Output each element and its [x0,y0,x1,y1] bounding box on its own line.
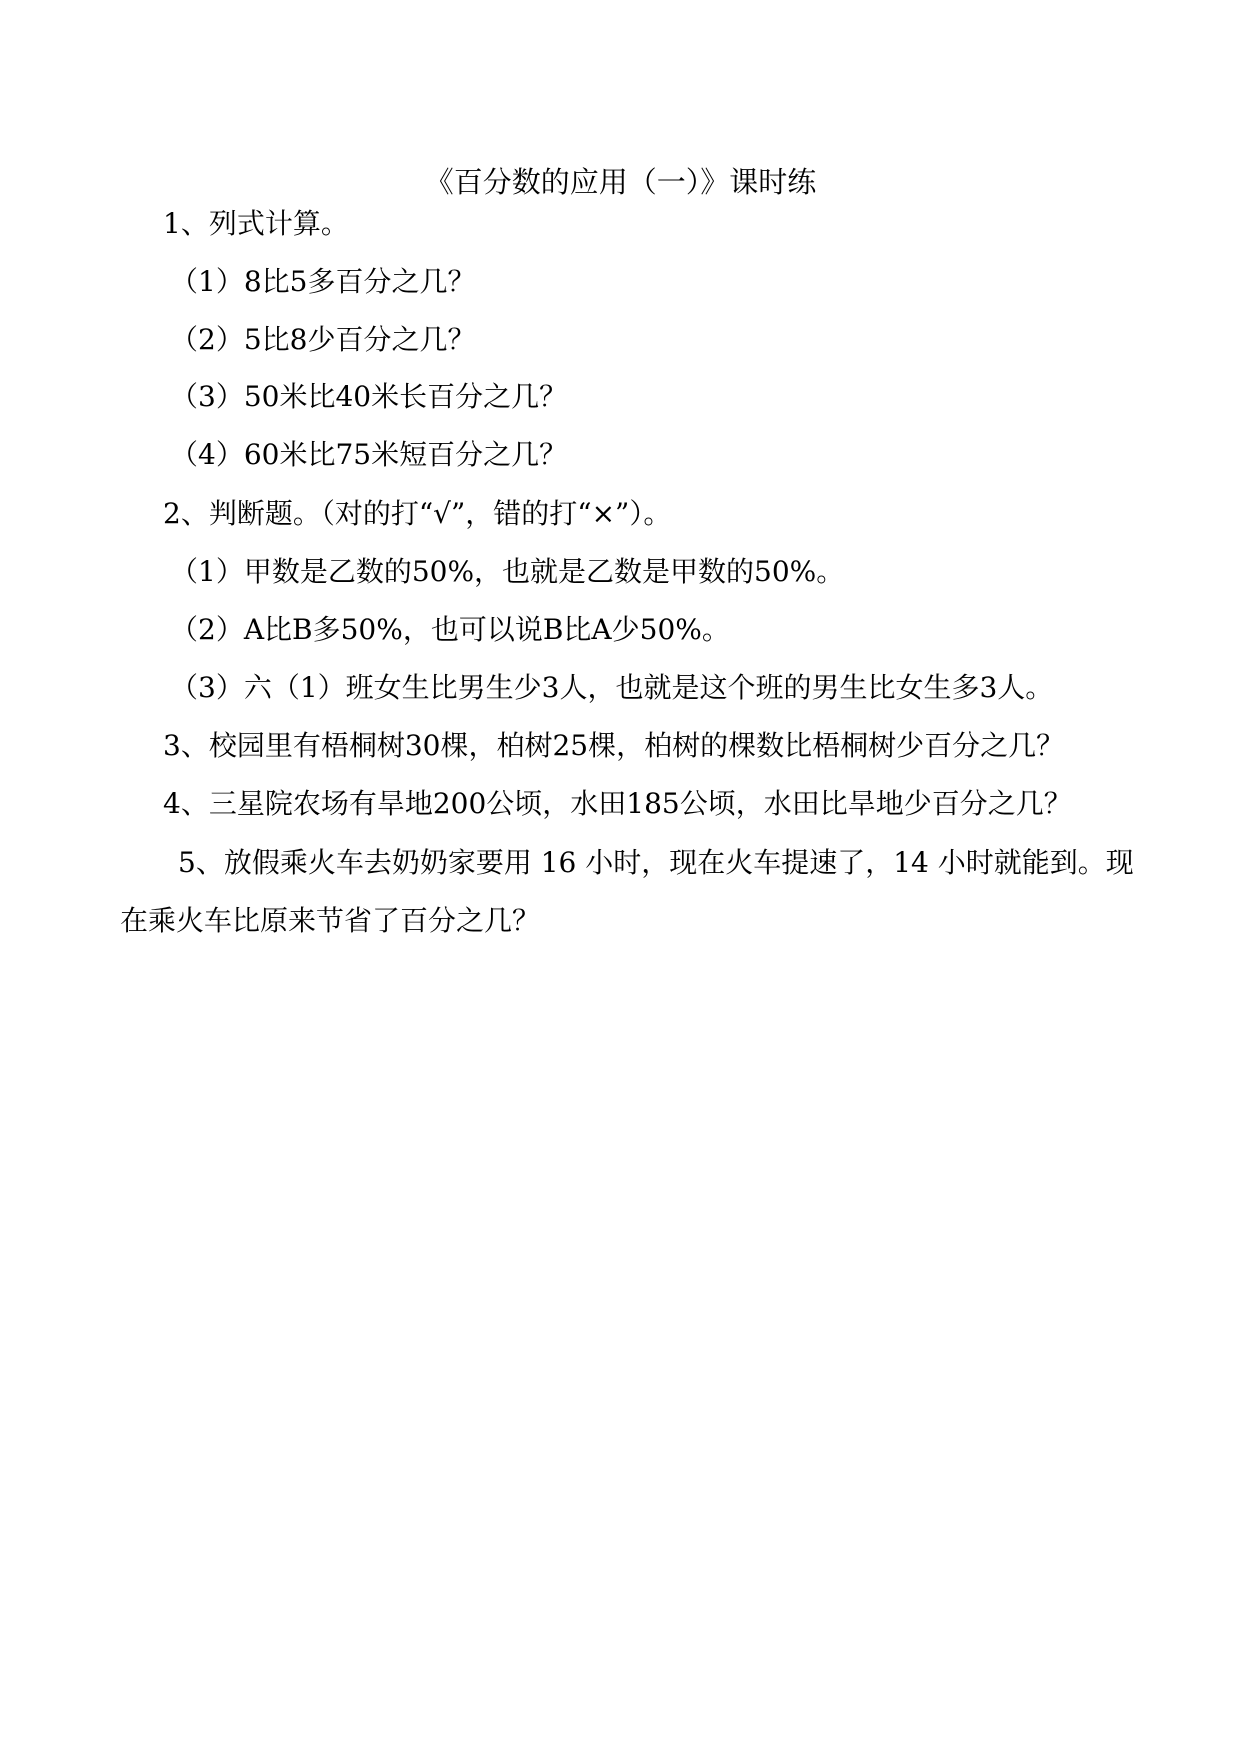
question-4: 4、三星院农场有旱地200公顷，水田185公顷，水田比旱地少百分之几？ [163,787,1072,820]
question-5-line-1: 5、放假乘火车去奶奶家要用 16 小时，现在火车提速了，14 小时就能到。现 [178,846,1134,879]
question-1-item-4: （4）60米比75米短百分之几？ [170,438,568,471]
question-5-line-2: 在乘火车比原来节省了百分之几？ [120,904,541,937]
question-1-item-1: （1）8比5多百分之几？ [170,265,476,298]
question-1-heading: 1、列式计算。 [163,207,349,240]
question-2-heading: 2、判断题。（对的打“√”，错的打“×”）。 [163,497,672,530]
question-1-item-2: （2）5比8少百分之几？ [170,323,476,356]
question-2-item-1: （1）甲数是乙数的50%，也就是乙数是甲数的50%。 [170,555,845,588]
question-3: 3、校园里有梧桐树30棵，柏树25棵，柏树的棵数比梧桐树少百分之几？ [163,729,1065,762]
question-2-item-3: （3）六（1）班女生比男生少3人，也就是这个班的男生比女生多3人。 [170,671,1054,704]
question-1-item-3: （3）50米比40米长百分之几？ [170,380,568,413]
question-2-item-2: （2）A比B多50%，也可以说B比A少50%。 [170,613,730,646]
page-title: 《百分数的应用（一）》课时练 [424,165,817,199]
